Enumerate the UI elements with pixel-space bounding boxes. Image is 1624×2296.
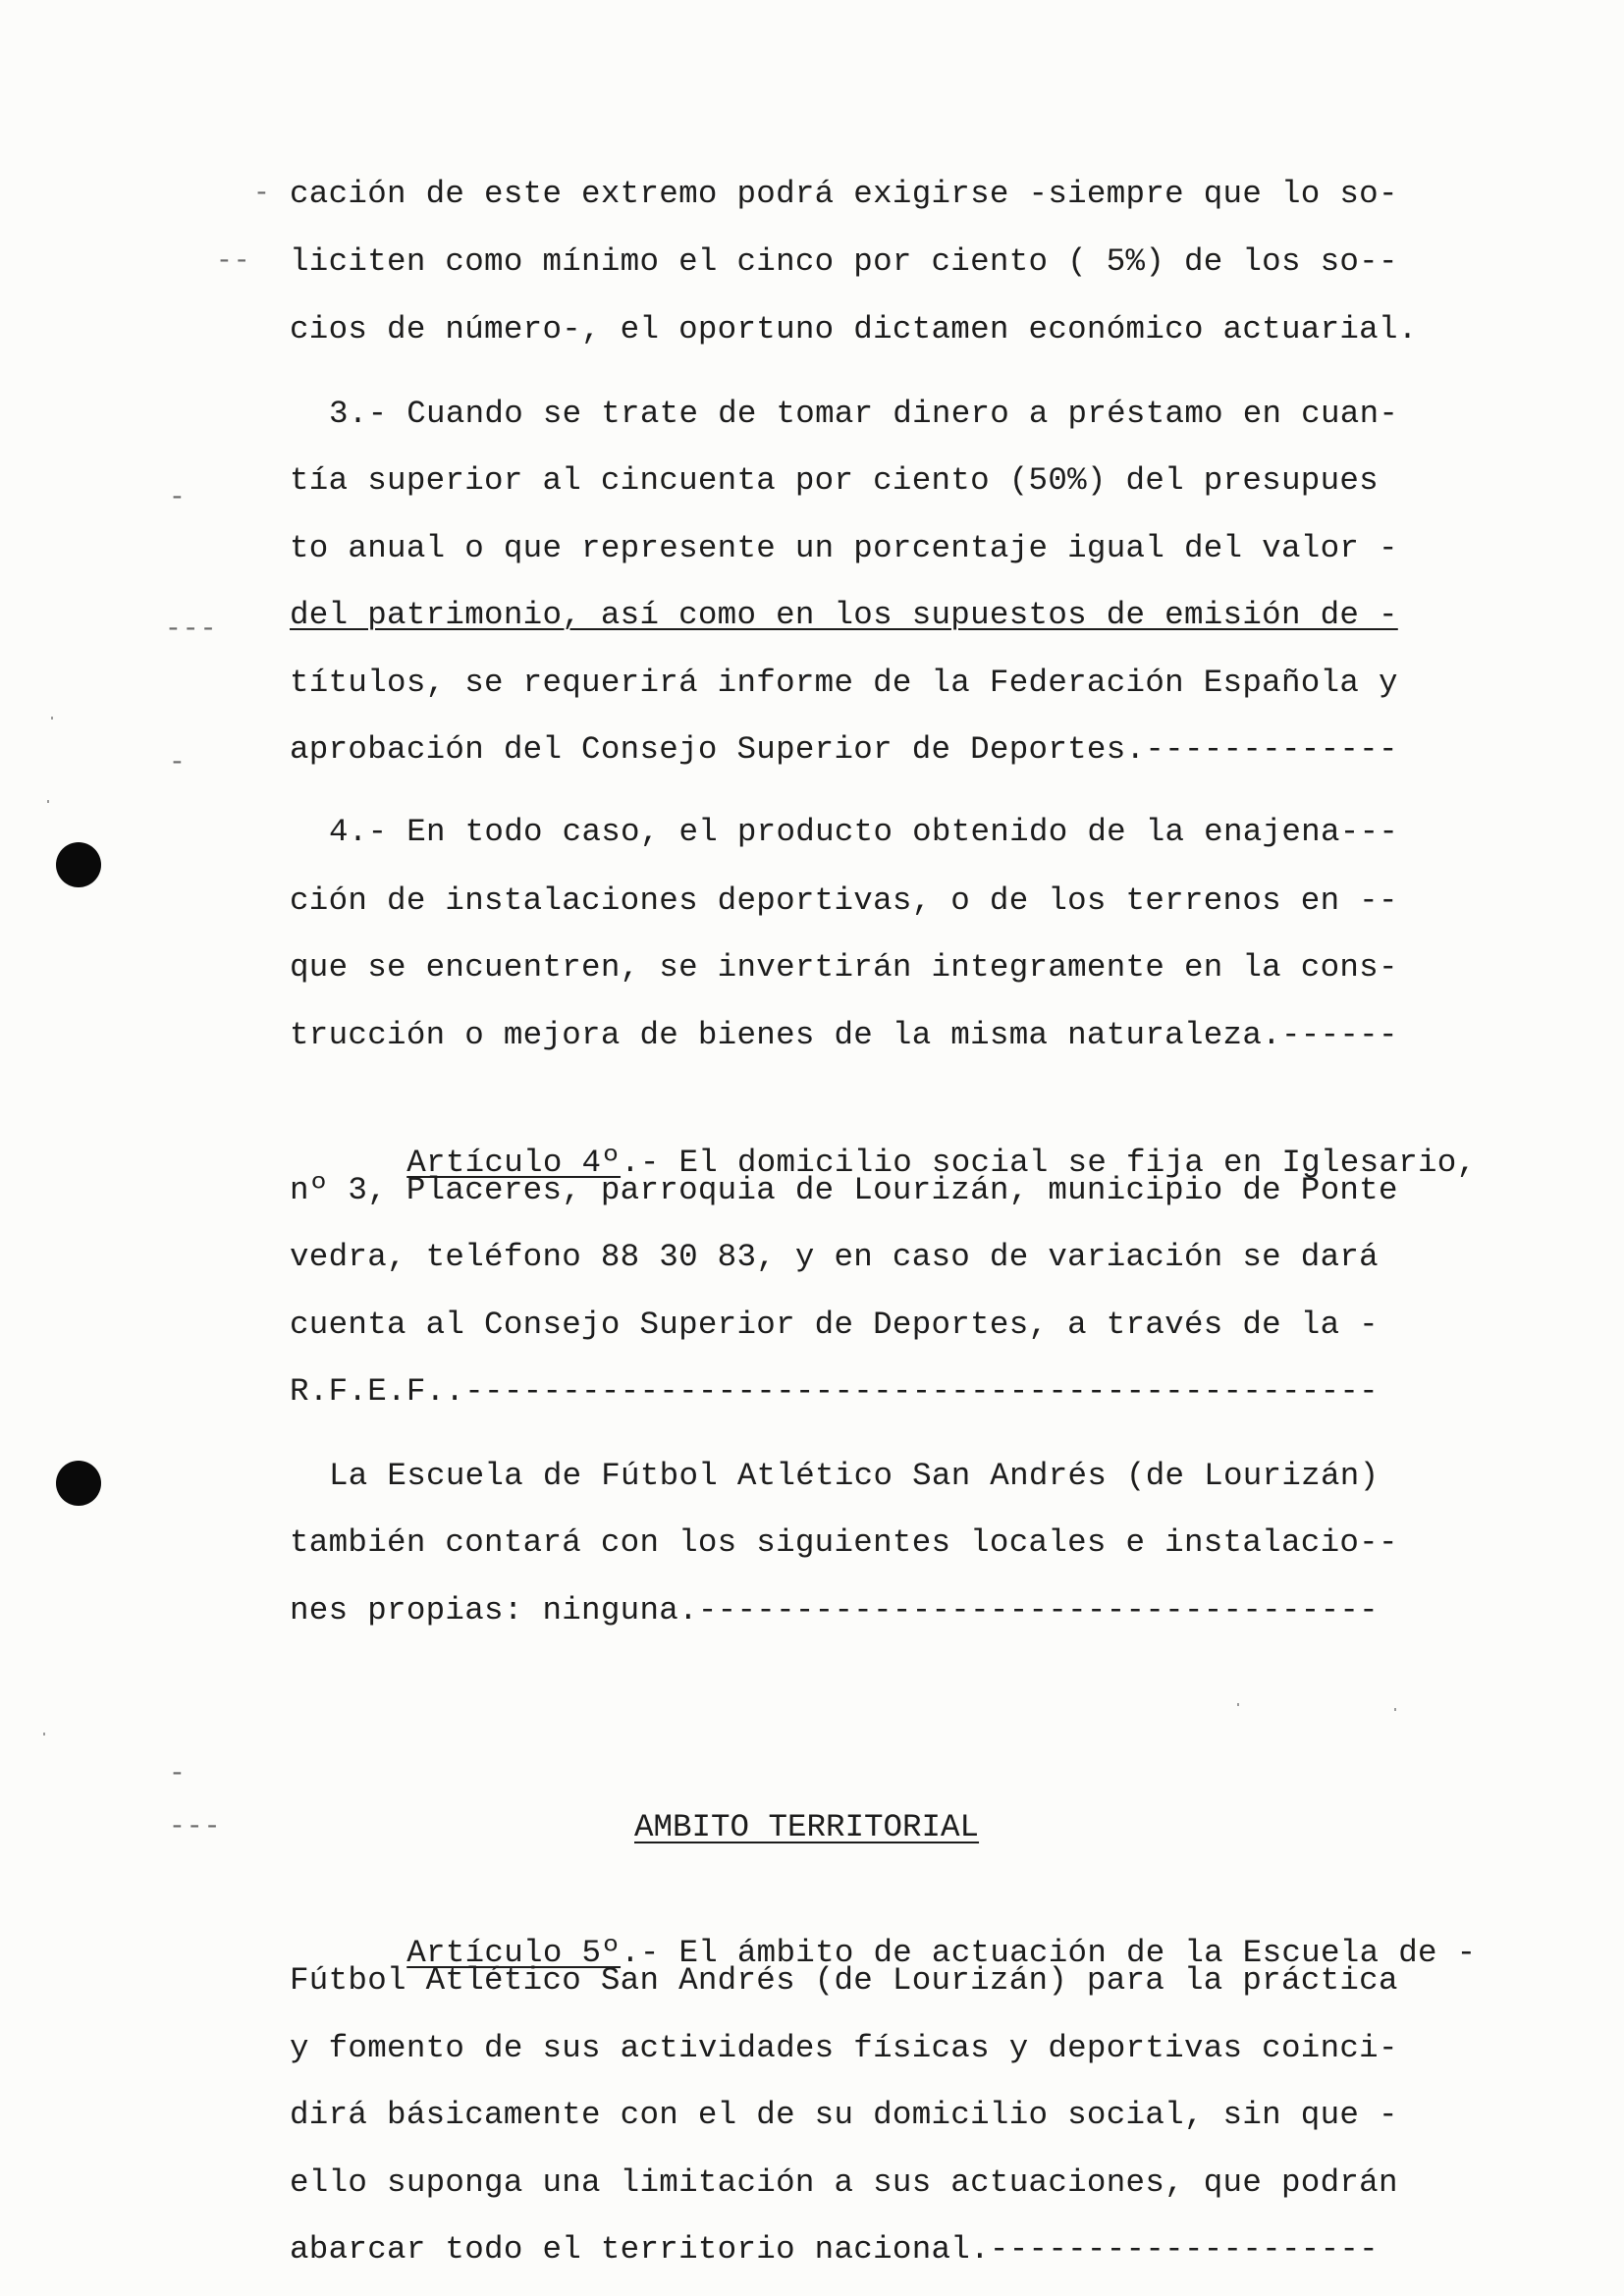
text-line: que se encuentren, se invertirán integramente en la cons-: [290, 949, 1398, 986]
text-line: to anual o que represente un porcentaje igual del valor -: [290, 530, 1398, 566]
margin-mark: -: [253, 179, 271, 209]
margin-mark: ---: [169, 1812, 222, 1842]
text-line: abarcar todo el territorio nacional.--------------------: [290, 2231, 1379, 2268]
text-line: dirá básicamente con el de su domicilio social, sin que -: [290, 2097, 1398, 2133]
punch-hole-top: [56, 842, 101, 887]
text-line: también contará con los siguientes locales e instalacio--: [290, 1524, 1398, 1561]
text-line: y fomento de sus actividades físicas y deportivas coinci-: [290, 2030, 1398, 2066]
text-line: aprobación del Consejo Superior de Deportes.-------------: [290, 731, 1398, 768]
text-line: Fútbol Atlético San Andrés (de Lourizán) para la práctica: [290, 1962, 1398, 1999]
article-5-text: .- El ámbito de actuación de la Escuela de -: [621, 1935, 1477, 1971]
text-line: cios de número-, el oportuno dictamen económico actuarial.: [290, 311, 1418, 347]
text-line: cuenta al Consejo Superior de Deportes, a través de la -: [290, 1307, 1379, 1343]
text-line: nes propias: ninguna.-----------------------------------: [290, 1592, 1379, 1629]
margin-mark: -: [169, 1759, 187, 1789]
text-line: ello suponga una limitación a sus actuaciones, que podrán: [290, 2164, 1398, 2201]
paper-speck: [1394, 1708, 1396, 1711]
text-line: del patrimonio, así como en los supuestos de emisión de -: [290, 597, 1398, 633]
article-4-label: Artículo 4º: [406, 1145, 622, 1181]
paper-speck: [1237, 1703, 1239, 1706]
paper-speck: [51, 717, 53, 720]
text-line: La Escuela de Fútbol Atlético San Andrés (de Lourizán): [329, 1458, 1380, 1494]
text-line: 4.- En todo caso, el producto obtenido de la enajena---: [329, 814, 1399, 850]
text-line: R.F.E.F..-----------------------------------------------: [290, 1373, 1379, 1410]
margin-mark: -: [169, 748, 187, 778]
margin-mark: --: [216, 246, 251, 277]
text-line: liciten como mínimo el cinco por ciento ( 5%) de los so--: [290, 243, 1398, 280]
paper-speck: [43, 1733, 45, 1735]
text-line: nº 3, Placeres, parroquia de Lourizán, municipio de Ponte: [290, 1172, 1398, 1208]
margin-mark: ---: [165, 614, 218, 645]
article-4-text: .- El domicilio social se fija en Iglesario,: [621, 1145, 1477, 1181]
paper-speck: [47, 800, 49, 803]
text-line: ción de instalaciones deportivas, o de los terrenos en --: [290, 882, 1398, 919]
margin-mark: -: [169, 483, 187, 513]
text-line: cación de este extremo podrá exigirse -siempre que lo so-: [290, 176, 1398, 212]
text-line: vedra, teléfono 88 30 83, y en caso de variación se dará: [290, 1239, 1379, 1275]
text-line: títulos, se requerirá informe de la Federación Española y: [290, 665, 1398, 701]
text-line: trucción o mejora de bienes de la misma naturaleza.------: [290, 1017, 1398, 1053]
article-5-label: Artículo 5º: [406, 1935, 622, 1971]
section-heading: AMBITO TERRITORIAL: [634, 1809, 980, 1845]
punch-hole-bottom: [56, 1461, 101, 1506]
text-line: 3.- Cuando se trate de tomar dinero a préstamo en cuan-: [329, 396, 1399, 432]
text-line: tía superior al cincuenta por ciento (50%) del presupues: [290, 462, 1379, 499]
